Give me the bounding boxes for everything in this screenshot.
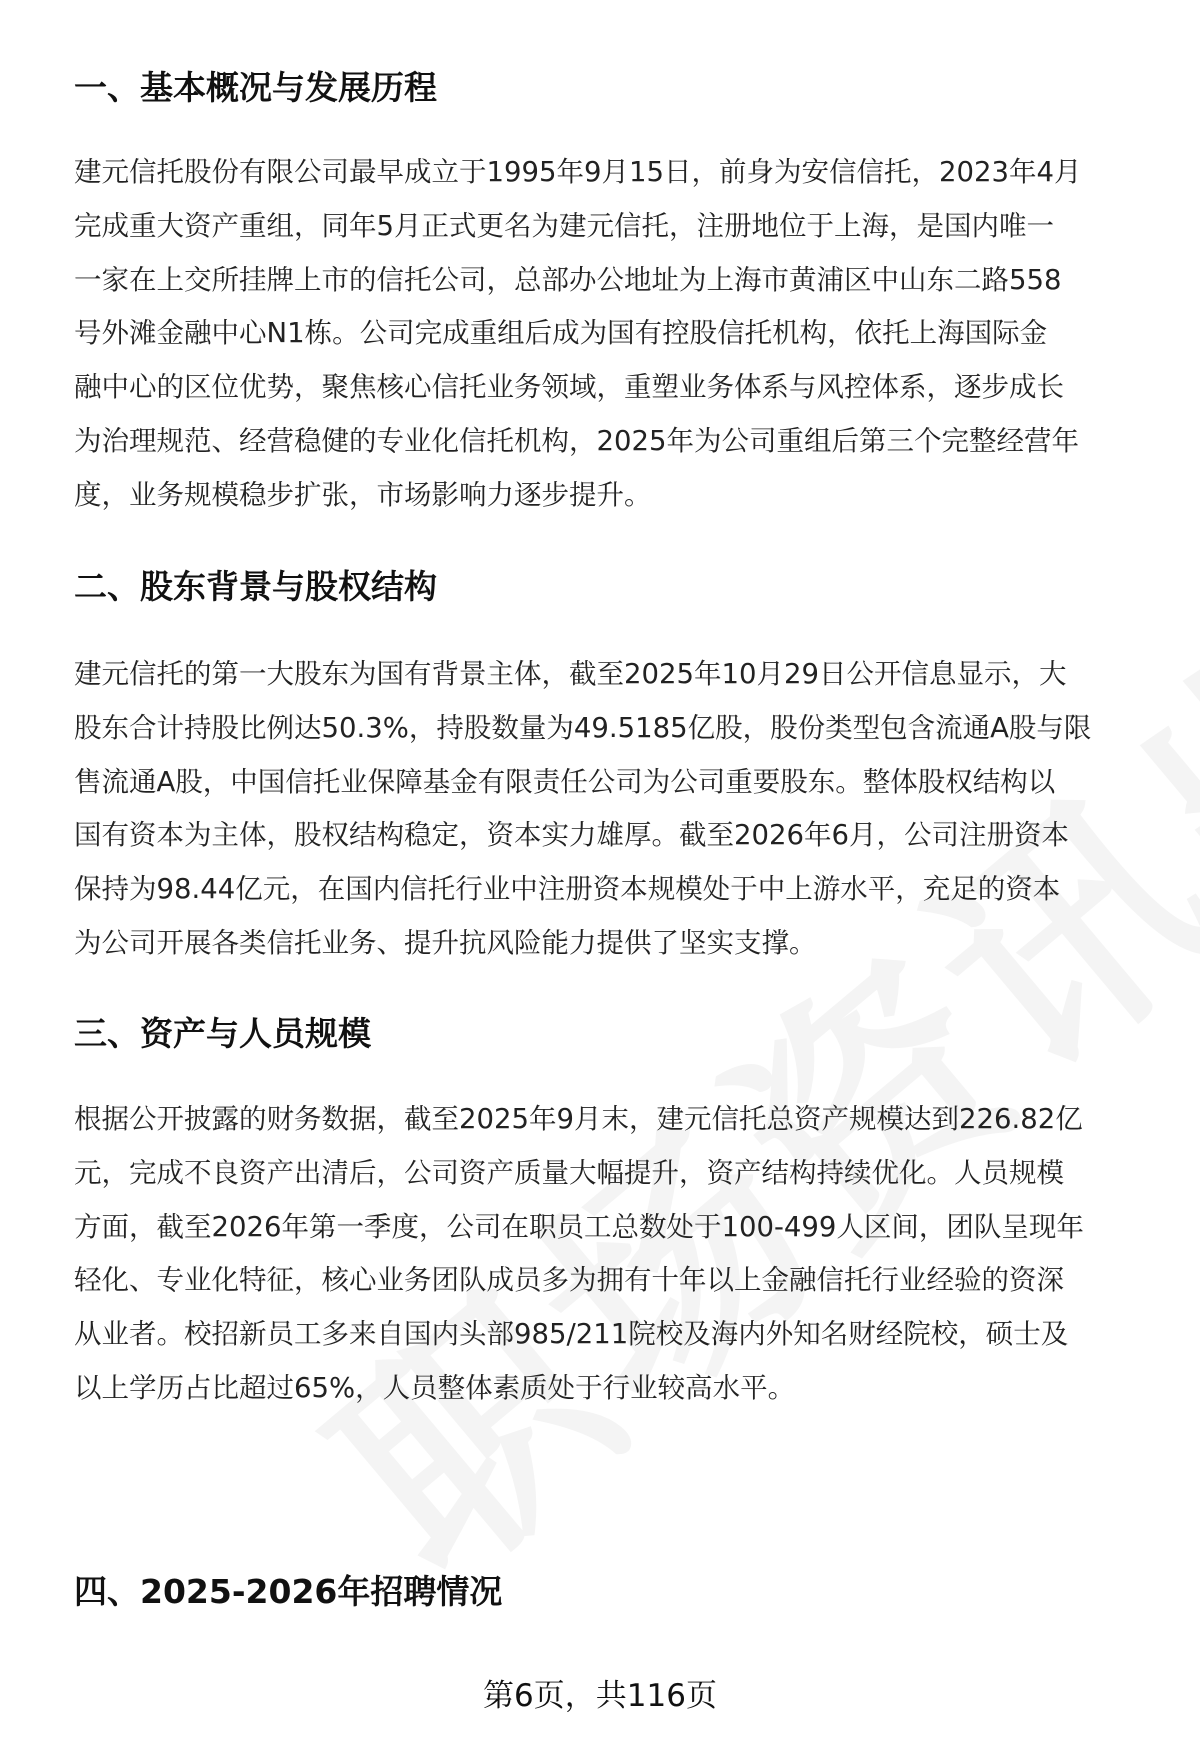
paragraph-line: 保持为98.44亿元，在国内信托行业中注册资本规模处于中上游水平，充足的资本 — [74, 873, 1061, 906]
paragraph-line: 售流通A股，中国信托业保障基金有限责任公司为公司重要股东。整体股权结构以 — [74, 765, 1056, 798]
paragraph-line: 为治理规范、经营稳健的专业化信托机构，2025年为公司重组后第三个完整经营年 — [74, 424, 1079, 457]
paragraph-line: 股东合计持股比例达50.3%，持股数量为49.5185亿股，股份类型包含流通A股与限 — [74, 711, 1092, 744]
paragraph-line: 从业者。校招新员工多来自国内头部985/211院校及海内外知名财经院校，硕士及 — [74, 1318, 1069, 1351]
paragraph-overview — [74, 146, 1130, 523]
section-title-overview: 一、基本概况与发展历程 — [74, 68, 437, 107]
paragraph-line: 为公司开展各类信托业务、提升抗风险能力提供了坚实支撑。 — [74, 926, 817, 959]
paragraph-assets-staff — [74, 1093, 1130, 1416]
paragraph-line: 建元信托的第一大股东为国有背景主体，截至2025年10月29日公开信息显示，大 — [74, 658, 1067, 690]
section-title-recruitment: 四、2025-2026年招聘情况 — [74, 1572, 503, 1611]
paragraph-line: 度，业务规模稳步扩张，市场影响力逐步提升。 — [74, 478, 652, 511]
paragraph-line: 元，完成不良资产出清后，公司资产质量大幅提升，资产结构持续优化。人员规模 — [74, 1156, 1064, 1189]
paragraph-line: 一家在上交所挂牌上市的信托公司，总部办公地址为上海市黄浦区中山东二路558 — [74, 263, 1062, 296]
page-number: 第6页，共116页 — [483, 1678, 717, 1714]
paragraph-line: 号外滩金融中心N1栋。公司完成重组后成为国有控股信托机构，依托上海国际金 — [74, 317, 1048, 350]
paragraph-line: 方面，截至2026年第一季度，公司在职员工总数处于100-499人区间，团队呈现年 — [74, 1210, 1084, 1243]
paragraph-line: 建元信托股份有限公司最早成立于1995年9月15日，前身为安信信托，2023年4月 — [74, 156, 1082, 188]
paragraph-line: 轻化、专业化特征，核心业务团队成员多为拥有十年以上金融信托行业经验的资深 — [74, 1264, 1064, 1297]
watermark — [252, 361, 1200, 1640]
paragraph-line: 融中心的区位优势，聚焦核心信托业务领域，重塑业务体系与风控体系，逐步成长 — [74, 371, 1064, 404]
paragraph-line: 国有资本为主体，股权结构稳定，资本实力雄厚。截至2026年6月，公司注册资本 — [74, 819, 1069, 852]
paragraph-line: 根据公开披露的财务数据，截至2025年9月末，建元信托总资产规模达到226.82亿 — [74, 1103, 1083, 1135]
section-title-shareholders: 二、股东背景与股权结构 — [74, 567, 437, 606]
paragraph-shareholders — [74, 648, 1130, 971]
paragraph-line: 完成重大资产重组，同年5月正式更名为建元信托，注册地位于上海，是国内唯一 — [74, 209, 1054, 242]
paragraph-line: 以上学历占比超过65%，人员整体素质处于行业较高水平。 — [74, 1371, 796, 1404]
section-title-assets-staff: 三、资产与人员规模 — [74, 1014, 371, 1053]
